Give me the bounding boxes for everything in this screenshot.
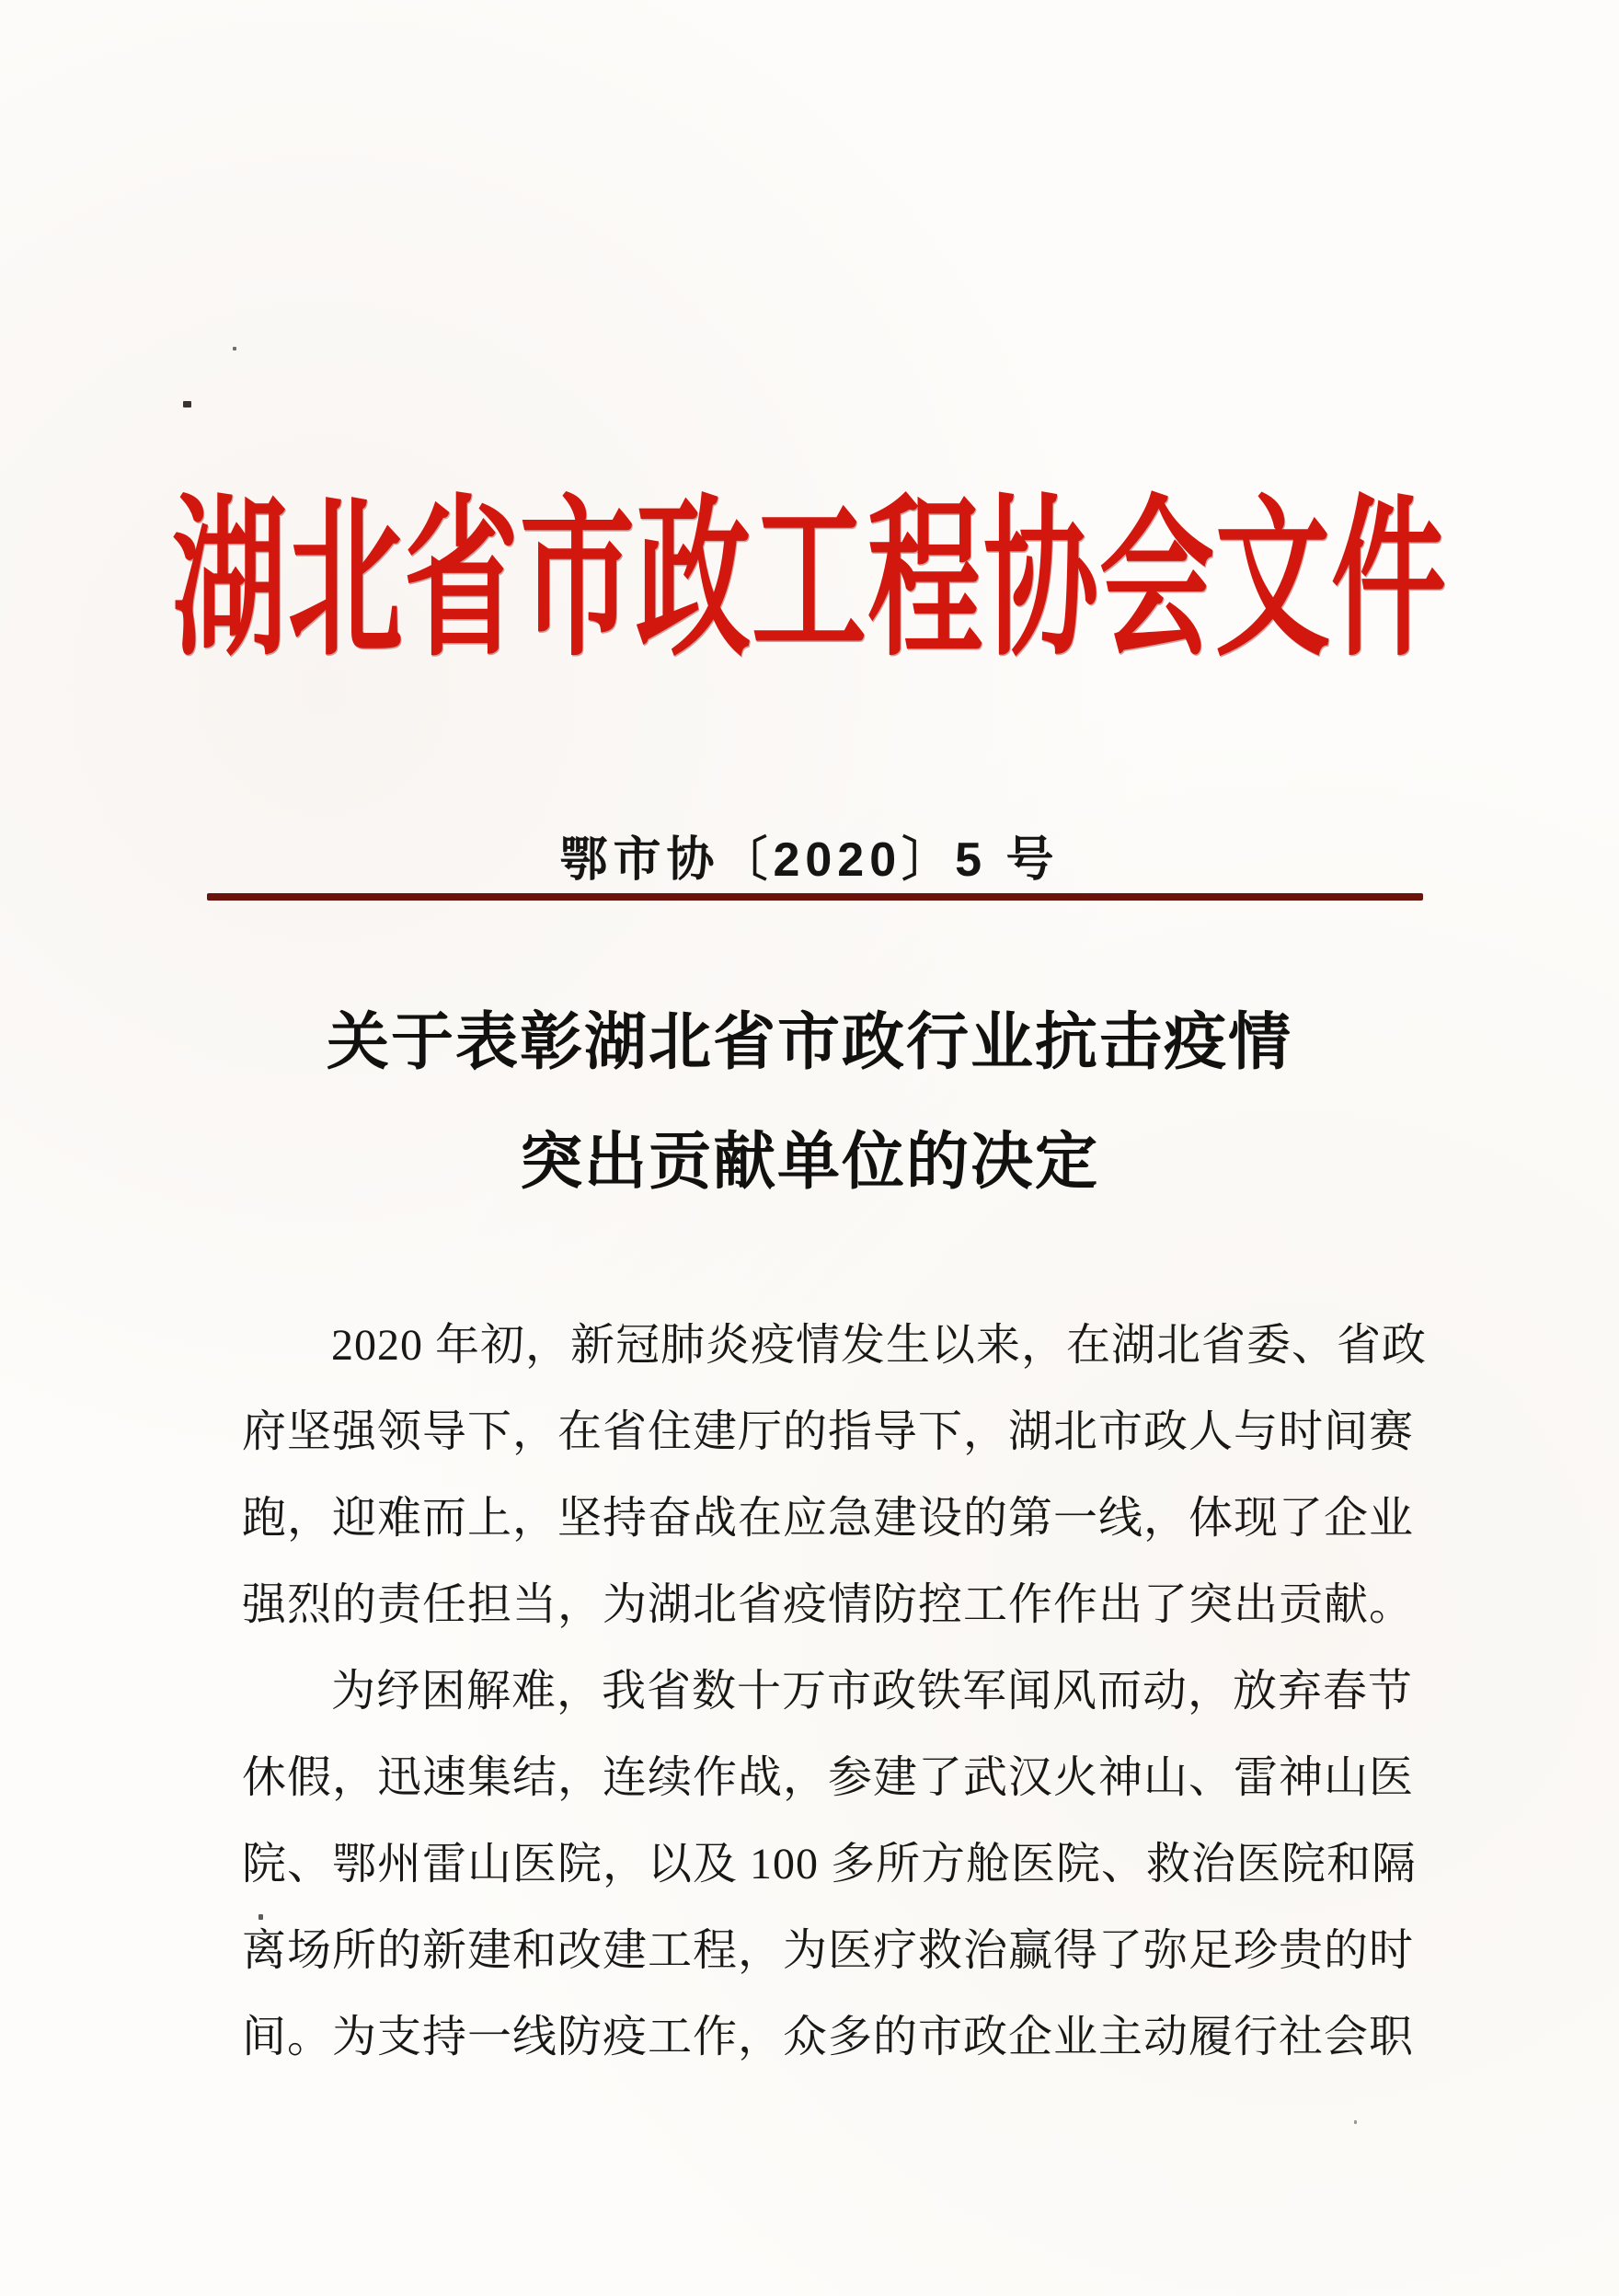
document-body <box>242 1303 1428 2081</box>
body-line: 离场所的新建和改建工程，为医疗救治赢得了弥足珍贵的时 <box>242 1926 1415 1975</box>
body-line: 休假，迅速集结，连续作战，参建了武汉火神山、雷神山医 <box>242 1753 1415 1802</box>
document-title-line-1: 关于表彰湖北省市政行业抗击疫情 <box>326 1007 1292 1077</box>
document-title <box>0 992 1619 1231</box>
letterhead-title: 湖北省市政工程协会文件 <box>172 487 1447 678</box>
document-title-line-2: 突出贡献单位的决定 <box>519 1127 1099 1197</box>
body-line: 2020 年初，新冠肺炎疫情发生以来，在湖北省委、省政 <box>331 1321 1428 1370</box>
scan-speck <box>233 347 236 350</box>
body-line: 跑，迎难而上，坚持奋战在应急建设的第一线，体现了企业 <box>242 1494 1415 1543</box>
scan-speck <box>258 1914 263 1920</box>
document-number: 鄂市协〔2020〕5 号 <box>559 833 1060 887</box>
body-line: 院、鄂州雷山医院，以及 100 多所方舱医院、救治医院和隔 <box>242 1840 1418 1888</box>
body-line: 强烈的责任担当，为湖北省疫情防控工作作出了突出贡献。 <box>242 1580 1415 1629</box>
scan-speck <box>1354 2120 1357 2124</box>
body-line: 府坚强领导下，在省住建厅的指导下，湖北市政人与时间赛 <box>242 1407 1415 1456</box>
body-line: 为纾困解难，我省数十万市政铁军闻风而动，放弃春节 <box>331 1667 1414 1716</box>
scan-speck <box>183 401 191 408</box>
red-divider-rule <box>207 893 1423 901</box>
body-line: 间。为支持一线防疫工作，众多的市政企业主动履行社会职 <box>242 2013 1415 2061</box>
